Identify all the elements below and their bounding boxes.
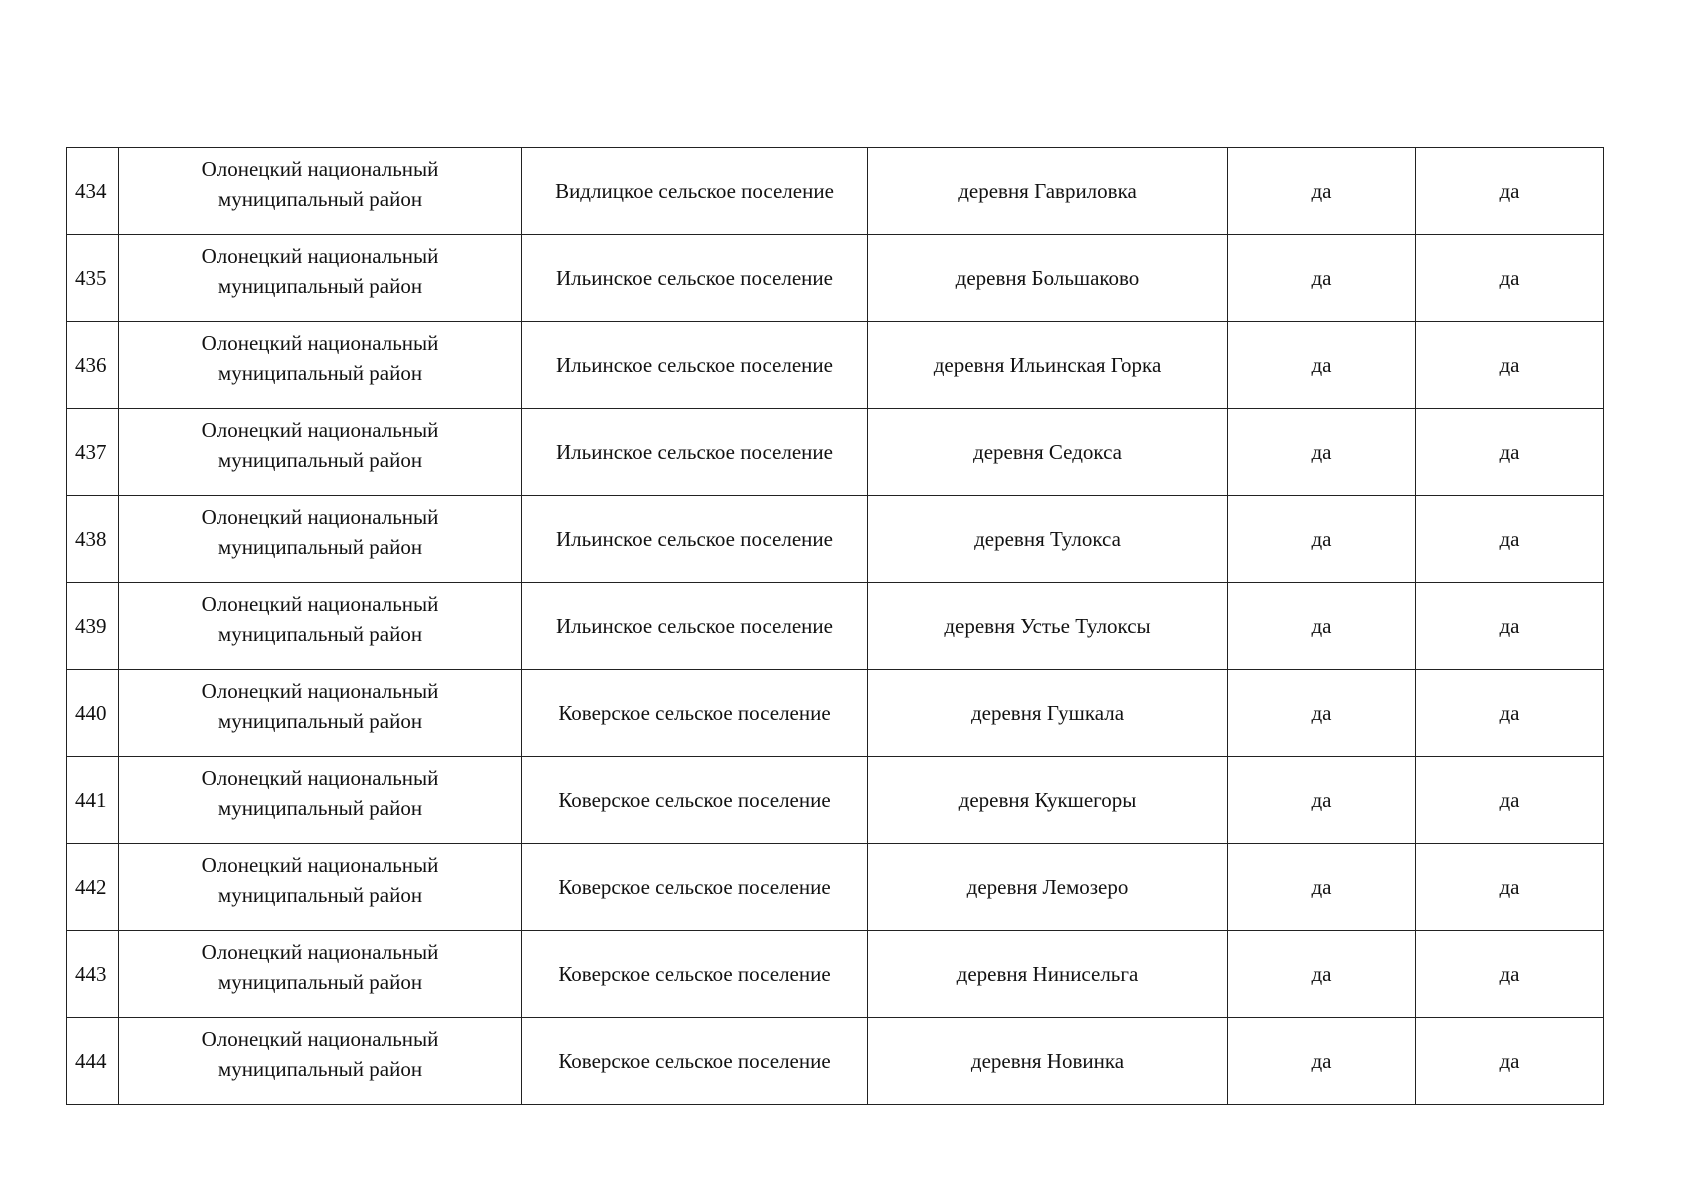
flag-cell-2: да — [1416, 496, 1604, 583]
district-line-2: муниципальный район — [217, 622, 423, 646]
district-cell — [119, 583, 522, 670]
district-line-1: Олонецкий национальный — [201, 766, 439, 790]
district-cell — [119, 235, 522, 322]
flag-cell-2: да — [1416, 322, 1604, 409]
district-cell — [119, 322, 522, 409]
settlement-cell: Ильинское сельское поселение — [522, 409, 868, 496]
table-row — [67, 322, 1604, 409]
row-number: 437 — [67, 409, 119, 496]
flag-cell-2: да — [1416, 409, 1604, 496]
district-line-1: Олонецкий национальный — [201, 418, 439, 442]
flag-cell-2: да — [1416, 931, 1604, 1018]
flag-cell-2: да — [1416, 844, 1604, 931]
flag-cell-1: да — [1228, 322, 1416, 409]
district-cell — [119, 670, 522, 757]
flag-cell-2: да — [1416, 148, 1604, 235]
flag-cell-2: да — [1416, 670, 1604, 757]
row-number: 440 — [67, 670, 119, 757]
row-number: 444 — [67, 1018, 119, 1105]
flag-cell-1: да — [1228, 409, 1416, 496]
locality-cell: деревня Нинисельга — [868, 931, 1228, 1018]
locality-cell: деревня Тулокса — [868, 496, 1228, 583]
district-line-1: Олонецкий национальный — [201, 331, 439, 355]
district-cell — [119, 1018, 522, 1105]
flag-cell-1: да — [1228, 931, 1416, 1018]
district-line-2: муниципальный район — [217, 1057, 423, 1081]
row-number: 434 — [67, 148, 119, 235]
settlement-cell: Коверское сельское поселение — [522, 1018, 868, 1105]
district-cell — [119, 757, 522, 844]
table-row — [67, 148, 1604, 235]
table-row — [67, 931, 1604, 1018]
table-row — [67, 757, 1604, 844]
district-cell — [119, 496, 522, 583]
district-line-1: Олонецкий национальный — [201, 1027, 439, 1051]
district-line-1: Олонецкий национальный — [201, 244, 439, 268]
district-line-2: муниципальный район — [217, 448, 423, 472]
flag-cell-1: да — [1228, 757, 1416, 844]
flag-cell-1: да — [1228, 496, 1416, 583]
locality-cell: деревня Лемозеро — [868, 844, 1228, 931]
row-number: 438 — [67, 496, 119, 583]
settlement-cell: Коверское сельское поселение — [522, 844, 868, 931]
settlement-cell: Ильинское сельское поселение — [522, 235, 868, 322]
district-cell — [119, 931, 522, 1018]
table-body — [67, 148, 1604, 1105]
district-cell — [119, 844, 522, 931]
row-number: 443 — [67, 931, 119, 1018]
flag-cell-2: да — [1416, 1018, 1604, 1105]
district-line-1: Олонецкий национальный — [201, 592, 439, 616]
table-row — [67, 583, 1604, 670]
settlement-cell: Ильинское сельское поселение — [522, 496, 868, 583]
table-row — [67, 844, 1604, 931]
flag-cell-1: да — [1228, 844, 1416, 931]
flag-cell-1: да — [1228, 235, 1416, 322]
row-number: 436 — [67, 322, 119, 409]
district-line-1: Олонецкий национальный — [201, 940, 439, 964]
flag-cell-1: да — [1228, 1018, 1416, 1105]
district-line-1: Олонецкий национальный — [201, 853, 439, 877]
district-line-1: Олонецкий национальный — [201, 679, 439, 703]
flag-cell-1: да — [1228, 670, 1416, 757]
district-line-2: муниципальный район — [217, 274, 423, 298]
district-line-2: муниципальный район — [217, 970, 423, 994]
row-number: 439 — [67, 583, 119, 670]
table-row — [67, 496, 1604, 583]
table-row — [67, 409, 1604, 496]
locality-cell: деревня Ильинская Горка — [868, 322, 1228, 409]
locality-cell: деревня Гушкала — [868, 670, 1228, 757]
row-number: 441 — [67, 757, 119, 844]
table-row — [67, 1018, 1604, 1105]
flag-cell-2: да — [1416, 235, 1604, 322]
settlement-cell: Коверское сельское поселение — [522, 757, 868, 844]
settlement-cell: Ильинское сельское поселение — [522, 583, 868, 670]
district-line-1: Олонецкий национальный — [201, 157, 439, 181]
locality-cell: деревня Устье Тулоксы — [868, 583, 1228, 670]
district-line-1: Олонецкий национальный — [201, 505, 439, 529]
row-number: 435 — [67, 235, 119, 322]
district-line-2: муниципальный район — [217, 187, 423, 211]
settlement-cell: Коверское сельское поселение — [522, 670, 868, 757]
district-cell — [119, 409, 522, 496]
district-line-2: муниципальный район — [217, 361, 423, 385]
settlements-table — [66, 147, 1604, 1105]
settlement-cell: Ильинское сельское поселение — [522, 322, 868, 409]
flag-cell-2: да — [1416, 583, 1604, 670]
flag-cell-2: да — [1416, 757, 1604, 844]
district-line-2: муниципальный район — [217, 709, 423, 733]
district-cell — [119, 148, 522, 235]
table-row — [67, 670, 1604, 757]
flag-cell-1: да — [1228, 148, 1416, 235]
district-line-2: муниципальный район — [217, 796, 423, 820]
row-number: 442 — [67, 844, 119, 931]
settlement-cell: Видлицкое сельское поселение — [522, 148, 868, 235]
district-line-2: муниципальный район — [217, 883, 423, 907]
locality-cell: деревня Кукшегоры — [868, 757, 1228, 844]
table-row — [67, 235, 1604, 322]
locality-cell: деревня Большаково — [868, 235, 1228, 322]
flag-cell-1: да — [1228, 583, 1416, 670]
district-line-2: муниципальный район — [217, 535, 423, 559]
locality-cell: деревня Седокса — [868, 409, 1228, 496]
settlement-cell: Коверское сельское поселение — [522, 931, 868, 1018]
locality-cell: деревня Гавриловка — [868, 148, 1228, 235]
locality-cell: деревня Новинка — [868, 1018, 1228, 1105]
